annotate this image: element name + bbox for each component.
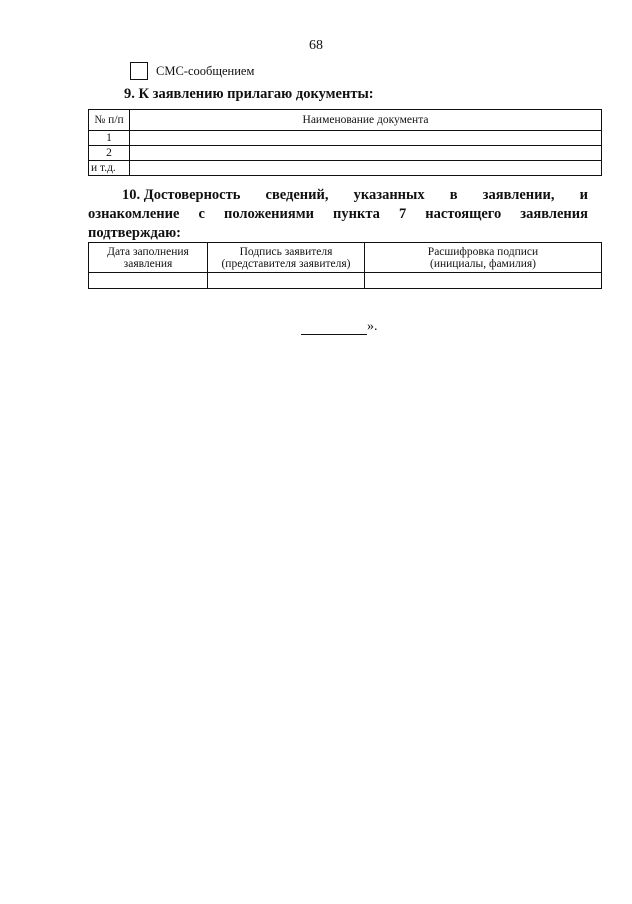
word: ознакомление	[88, 206, 180, 222]
word: и	[579, 187, 588, 203]
documents-table-header	[89, 110, 602, 131]
word: заявлении,	[482, 187, 555, 203]
header-line: Подпись заявителя	[239, 245, 333, 258]
word: настоящего	[425, 206, 502, 222]
row-number: 2	[89, 146, 130, 161]
sms-label: СМС-сообщением	[156, 63, 255, 78]
decoding-cell[interactable]	[365, 273, 602, 289]
word: в	[449, 187, 458, 203]
header-line: Расшифровка подписи	[427, 245, 539, 258]
sms-checkbox[interactable]	[130, 62, 148, 80]
word: указанных	[353, 187, 425, 203]
table-row	[89, 146, 602, 161]
signature-header	[208, 243, 365, 273]
word: пункта	[333, 206, 380, 222]
word: сведений,	[265, 187, 329, 203]
header-line: Дата заполнения	[107, 245, 189, 258]
section-9-title: 9. К заявлению прилагаю документы:	[124, 86, 374, 102]
table-row	[89, 273, 602, 289]
section-10-line-2	[88, 205, 588, 224]
word: 7	[398, 206, 407, 222]
date-cell[interactable]	[89, 273, 208, 289]
closing-line	[301, 319, 378, 335]
document-name-cell[interactable]	[130, 161, 602, 176]
word: с	[198, 206, 205, 222]
word: заявления	[520, 206, 588, 222]
word: положениями	[223, 206, 314, 222]
document-name-cell[interactable]	[130, 131, 602, 146]
closing-quote: ».	[367, 319, 378, 334]
word: 10. Достоверность	[122, 187, 241, 203]
page-number: 68	[309, 38, 323, 53]
section-10-line-1	[88, 186, 588, 205]
document-name-cell[interactable]	[130, 146, 602, 161]
decoding-header	[365, 243, 602, 273]
header-line: (инициалы, фамилия)	[429, 257, 537, 270]
row-number: 1	[89, 131, 130, 146]
table-row	[89, 131, 602, 146]
confirmation-table-header	[89, 243, 602, 273]
row-number: и т.д.	[89, 161, 130, 176]
documents-number-header: № п/п	[89, 110, 130, 131]
confirmation-table	[88, 242, 602, 289]
blank-line	[301, 320, 367, 335]
header-line: (представителя заявителя)	[221, 257, 351, 270]
documents-table	[88, 109, 602, 176]
date-header	[89, 243, 208, 273]
documents-name-header: Наименование документа	[130, 110, 602, 131]
sms-option[interactable]	[130, 61, 254, 81]
section-10-text	[88, 186, 588, 243]
header-line: заявления	[123, 257, 173, 270]
section-10-line-3: подтверждаю:	[88, 225, 181, 241]
signature-cell[interactable]	[208, 273, 365, 289]
table-row	[89, 161, 602, 176]
